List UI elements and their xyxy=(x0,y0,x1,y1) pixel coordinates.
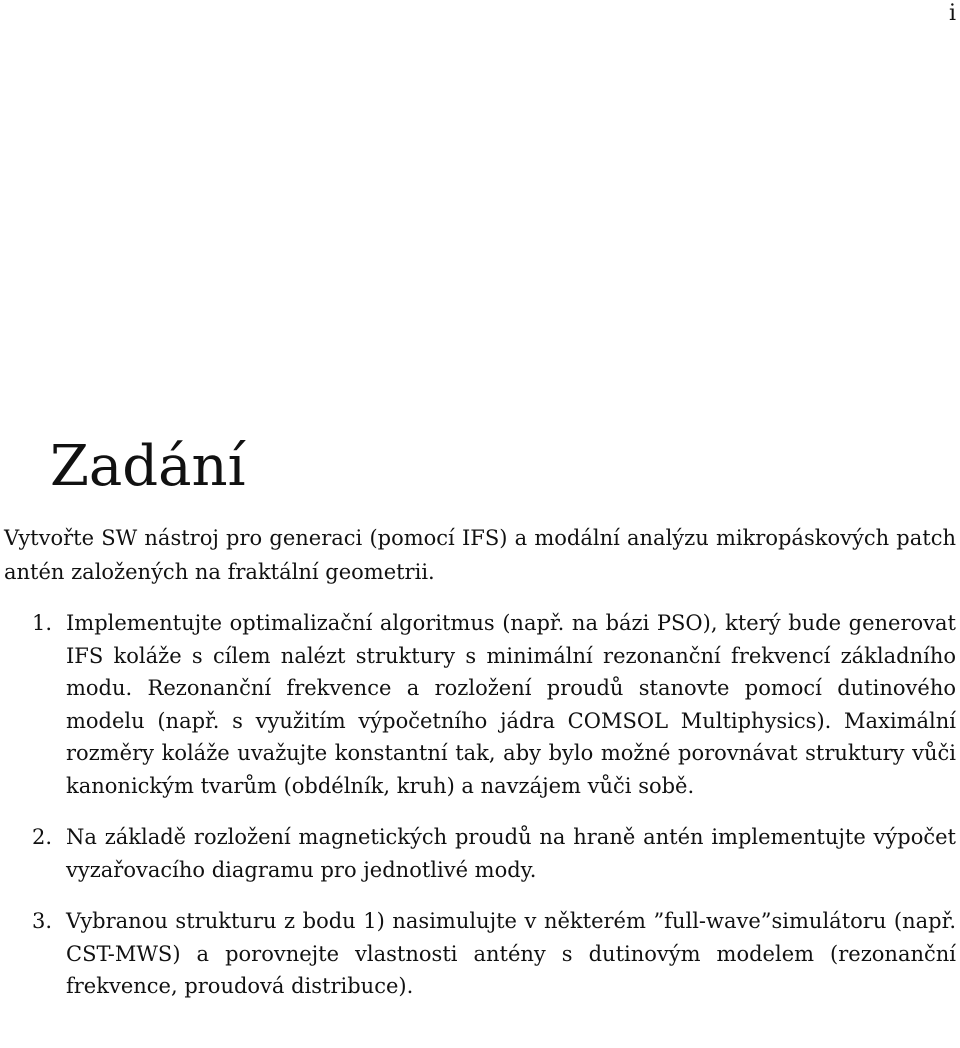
intro-paragraph: Vytvořte SW nástroj pro generaci (pomocí IFS) a modální analýzu mikropáskových patch antén založených na fraktální geometrii. xyxy=(4,526,956,584)
task-item-1 xyxy=(0,607,960,802)
task-list xyxy=(0,607,960,1022)
task-item-3 xyxy=(0,905,960,1003)
task-number: 2. xyxy=(32,825,53,849)
task-text: Na základě rozložení magnetických proudů na hraně antén implementujte výpočet vyzařovacího diagramu pro jednotlivé mody. xyxy=(66,825,956,882)
task-text: Implementujte optimalizační algoritmus (např. na bázi PSO), který bude generovat IFS koláže s cílem nalézt struktury s minimální rezonanční frekvencí základního modu. Rezonanční frekvence a rozložení proudů stanovte pomocí dutinového modelu (např. s využitím výpočetního jádra COMSOL Multiphysics). Maximální rozměry koláže uvažujte konstantní tak, aby bylo možné porovnávat struktury vůči kanonickým tvarům (obdélník, kruh) a navzájem vůči sobě. xyxy=(66,611,956,798)
section-heading: Zadání xyxy=(50,434,246,499)
task-text: Vybranou strukturu z bodu 1) nasimulujte v některém ”full-wave”simulátoru (např. CST-MWS) a porovnejte vlastnosti antény s dutinovým modelem (rezonanční frekvence, proudová distribuce). xyxy=(66,909,956,998)
task-item-2 xyxy=(0,821,960,886)
task-number: 3. xyxy=(32,909,53,933)
page-number: i xyxy=(948,1,956,26)
task-number: 1. xyxy=(32,611,53,635)
